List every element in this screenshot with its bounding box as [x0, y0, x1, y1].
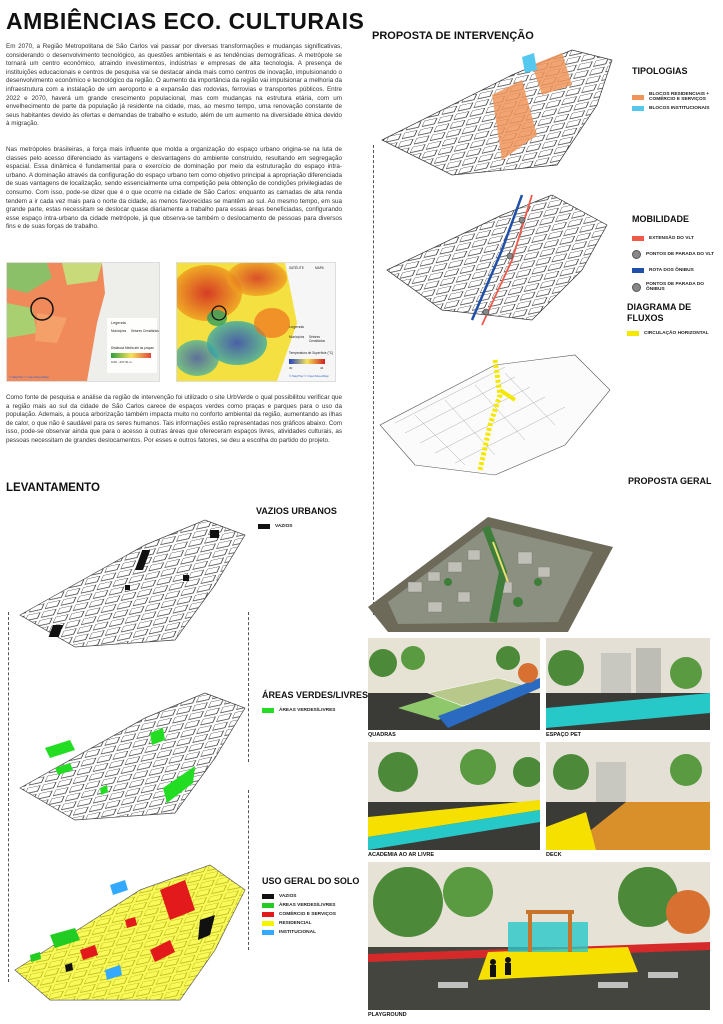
tipologias-row-residencial: [632, 92, 720, 102]
tipologias-swatch-institucional: [632, 106, 644, 111]
verdes-swatch: [262, 708, 274, 713]
tipologias-legend: [632, 92, 720, 115]
intro-paragraph-3: Como fonte de pesquisa e análise da região de intervenção foi utilizado o site UrbVerde o qual possibilitou verificar que a região mais ao sul da cidade de São Carlos carece de espaços verdes como praças e parques para o uso da população. Ademais, a pouca arborização também impacta muito no conforto ambiental da região, aumentando as ilhas de calor, o que não é saudável para os seres humanos. Tais informações estão representadas nos gráficos abaixo. Com isso, pode-se observar ainda que para o acesso à outras áreas que ofereceram espaços livres, atividades culturais, as pessoas necessitam de grandes deslocamentos. Por esses e outros fatores, se deu a escolha do partido do projeto.: [6, 394, 342, 444]
map-distance-graphic: [7, 263, 159, 381]
proposta-title: PROPOSTA DE INTERVENÇÃO: [372, 30, 534, 42]
mobilidade-row-bus: [632, 268, 720, 273]
map1-option-setores[interactable]: Setores Censitários: [131, 329, 159, 333]
intro-paragraph-2: Nas metrópoles brasileiras, a força mais influente que molda a organização do espaço urbano origina-se na luta de classes pelo acesso diferenciado às vantagens e desvantagens do ambiente construído, resultando em segregação espacial. Essa dinâmica é fundamental para o exercício de dominação por meio da estruturação do espaço intra-urbano. A dominação através da configuração do espaço urbano tem como objetivo principal a apropriação diferenciada de suas vantagens de localização, sendo essencialmente uma competição pela obtenção de condições privilegiadas de consumo. Com isso, pode-se dizer que é o que ocorre na cidade de São Carlos: enquanto as camadas de alta renda tendem a ir cada vez mais para o norte da cidade, as menos favorecidas se mantêm ao sul. Ao mesmo tempo, em sua grande parte, estas necessitam se deslocar quase diariamente a trabalho para essas áreas beneficiadas, configurando esse espaço intra-urbano da cidade metrópole, já que observa-se também o deslocamento de pessoas para diversos fins e de suas forças de trabalho.: [6, 146, 342, 231]
vazios-legend-row: [258, 524, 293, 529]
tipologias-swatch-residencial: [632, 95, 644, 100]
uso-swatch-verdes: [262, 903, 274, 908]
fluxos-title: DIAGRAMA DE FLUXOS: [627, 302, 692, 323]
map1-option-municipios[interactable]: Municípios: [111, 329, 127, 333]
uso-swatch-institucional: [262, 930, 274, 935]
levantamento-title: LEVANTAMENTO: [6, 482, 100, 494]
map2-tab-map[interactable]: MAPA: [315, 266, 324, 270]
iso-map-mobility: [382, 190, 617, 330]
uso-label-institucional: INSTITUCIONAL: [279, 930, 317, 935]
map2-option-municipios[interactable]: Municípios: [289, 335, 305, 339]
mobilidade-row-bus-stops: [632, 282, 720, 292]
connector-line-left: [8, 612, 9, 982]
tipologias-row-institucional: [632, 106, 720, 111]
render-deck-graphic: [546, 742, 710, 850]
map-temperature-graphic: [177, 263, 335, 381]
vazios-legend-label: VAZIOS: [275, 524, 293, 529]
iso-map-flows: [375, 345, 615, 480]
verdes-legend-row: [262, 708, 336, 713]
map1-legend-title: Legenda: [111, 321, 126, 325]
map1-scale-label: Distância Média até as praças: [111, 346, 154, 350]
mobilidade-label-bus-stops: PONTOS DE PARADA DO ÔNIBUS: [646, 282, 705, 292]
uso-swatch-residencial: [262, 921, 274, 926]
vazios-swatch: [258, 524, 270, 529]
caption-deck: DECK: [546, 852, 562, 858]
fluxos-row-circulacao: [627, 331, 721, 336]
uso-legend-row-vazios: [262, 894, 336, 899]
map1-credit: © MapTiler © OpenStreetMap: [9, 375, 49, 379]
uso-legend-row-comercio: [262, 912, 336, 917]
intro-paragraph-1: Em 2070, a Região Metropolitana de São Carlos vai passar por diversas transformações e mudanças significativas, considerando o desenvolvimento tecnológico, as questões ambientais e as tendências demográficas. A metrópole se tornará um centro econômico, atraindo investimentos, indústrias e empresas de alta tecnologia. A presença de instituições educacionais e centros de pesquisa vai se destacar ainda mais como centros de inovação, impulsionando o desenvolvimento econômico e tecnológico da região. O aumento da importância da região vai impulsionar a melhoria da infraestrutura com a instalação de um aeroporto e a expansão das rodovias, ferrovias e transportes públicos. Entre 2022 e 2070, haverá um grande crescimento populacional, mas com mudanças na estrutura etária, com um envelhecimento de parte da população já residente na cidade, mas, ao mesmo tempo, uma renovação constante de seus habitantes devido às ofertas e demandas de trabalho e estudo, além de um aumento na diversidade étnica devido à migração.: [6, 43, 342, 128]
bus-stop-icon: [632, 283, 641, 292]
caption-academia: ACADEMIA AO AR LIVRE: [368, 852, 434, 858]
map2-scale-max: 44: [320, 366, 324, 370]
map2-credit: © MapTiler © OpenStreetMap: [289, 374, 329, 378]
render-quadras: [368, 638, 540, 730]
mobilidade-legend: [632, 236, 720, 296]
iso-map-green-areas: [15, 688, 250, 823]
proposta-geral-title: PROPOSTA GERAL: [628, 476, 712, 486]
page-title: AMBIÊNCIAS ECO. CULTURAIS: [6, 8, 365, 34]
render-playground: [368, 862, 710, 1010]
iso-map-land-use: [10, 860, 250, 1005]
tipologias-label-residencial: BLOCOS RESIDENCIAIS + COMÉRCIO E SERVIÇOS: [649, 92, 710, 102]
mobilidade-row-vlt-stops: [632, 250, 720, 259]
map1-scale-min: 0.00 - 247.61 m: [111, 360, 133, 364]
render-playground-graphic: [368, 862, 710, 1010]
vazios-title: VAZIOS URBANOS: [256, 506, 337, 516]
tipologias-label-institucional: BLOCOS INSTITUCIONAIS: [649, 106, 710, 111]
verdes-legend: [262, 708, 336, 717]
mobilidade-label-vlt: EXTENSÃO DO VLT: [649, 236, 694, 241]
verdes-title: ÁREAS VERDES/LIVRES: [262, 690, 369, 700]
mobilidade-swatch-bus: [632, 268, 644, 273]
uso-swatch-vazios: [262, 894, 274, 899]
map2-tab-satellite[interactable]: SATÉLITE: [289, 266, 304, 270]
uso-label-verdes: ÁREAS VERDES/LIVRES: [279, 903, 336, 908]
uso-swatch-comercio: [262, 912, 274, 917]
fluxos-label-circulacao: CIRCULAÇÃO HORIZONTAL: [644, 331, 709, 336]
map2-legend-title: Legenda: [289, 325, 304, 329]
caption-espaco-pet: ESPAÇO PET: [546, 732, 582, 738]
map-surface-temperature: [176, 262, 336, 382]
render-espaco-pet-graphic: [546, 638, 710, 730]
render-academia-graphic: [368, 742, 540, 850]
uso-label-vazios: VAZIOS: [279, 894, 297, 899]
render-espaco-pet: [546, 638, 710, 730]
fluxos-swatch-circulacao: [627, 331, 639, 336]
mobilidade-swatch-vlt: [632, 236, 644, 241]
map2-option-setores[interactable]: Setores Censitários: [309, 335, 325, 343]
map-distance-to-squares: [6, 262, 160, 382]
mobilidade-row-vlt: [632, 236, 720, 241]
mobilidade-label-bus: ROTA DOS ÔNIBUS: [649, 268, 694, 273]
caption-quadras: QUADRAS: [368, 732, 396, 738]
iso-map-vacant-lots: [15, 515, 250, 650]
map2-scale-label: Temperatura de Superfície (°C): [289, 351, 334, 355]
uso-legend: [262, 894, 336, 939]
uso-legend-row-institucional: [262, 930, 336, 935]
fluxos-legend: [627, 331, 721, 340]
render-academia: [368, 742, 540, 850]
uso-label-comercio: COMÉRCIO E SERVIÇOS: [279, 912, 336, 917]
tipologias-title: TIPOLOGIAS: [632, 66, 688, 76]
verdes-legend-label: ÁREAS VERDES/LIVRES: [279, 708, 336, 713]
render-proposta-geral: [368, 512, 613, 632]
uso-legend-row-residencial: [262, 921, 336, 926]
iso-map-typologies: [372, 45, 622, 180]
render-deck: [546, 742, 710, 850]
vazios-legend: [258, 524, 293, 533]
uso-title: USO GERAL DO SOLO: [262, 876, 360, 886]
map2-scale-min: 30: [289, 366, 293, 370]
uso-label-residencial: RESIDENCIAL: [279, 921, 312, 926]
render-quadras-graphic: [368, 638, 540, 730]
uso-legend-row-verdes: [262, 903, 336, 908]
mobilidade-label-vlt-stops: PONTOS DE PARADA DO VLT: [646, 252, 715, 257]
mobilidade-title: MOBILIDADE: [632, 214, 689, 224]
caption-playground: PLAYGROUND: [368, 1012, 407, 1018]
vlt-stop-icon: [632, 250, 641, 259]
